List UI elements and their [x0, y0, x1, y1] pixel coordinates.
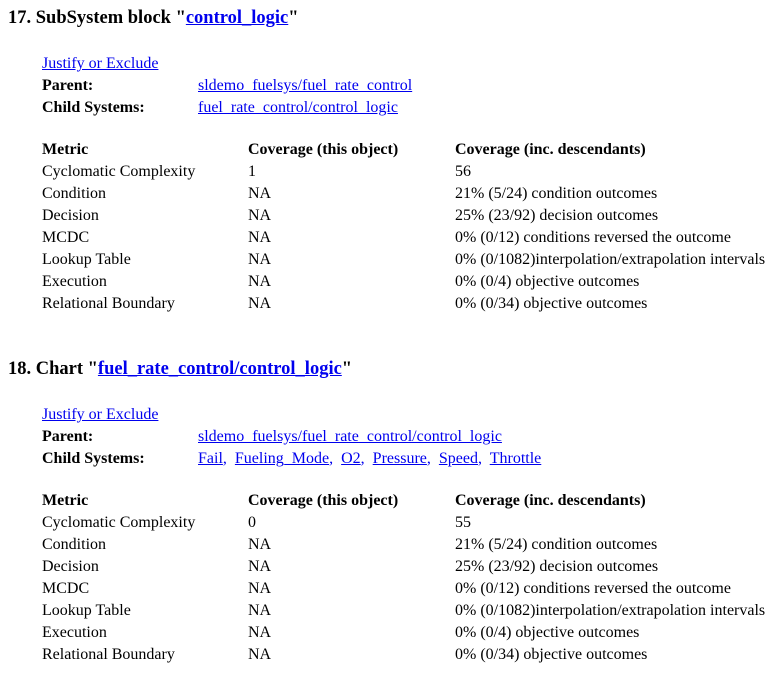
metric-name: Execution [42, 273, 107, 290]
section-heading [8, 6, 772, 31]
link-separator: , [478, 450, 490, 467]
coverage-inc-descendants: 0% (0/12) conditions reversed the outcome [455, 580, 731, 597]
metric-name: Execution [42, 624, 107, 641]
coverage-inc-descendants: 25% (23/92) decision outcomes [455, 558, 659, 575]
coverage-this-object: NA [248, 580, 272, 597]
metric-name: Relational Boundary [42, 295, 175, 312]
child-system-link[interactable]: fuel_rate_control/control_logic [198, 99, 398, 116]
hierarchy-info-table [42, 426, 541, 470]
metric-name: Condition [42, 536, 107, 553]
metric-name: MCDC [42, 229, 90, 246]
child-systems-row [42, 448, 541, 470]
metric-row [42, 644, 765, 666]
metric-row [42, 534, 765, 556]
metrics-header-coverage-this-object: Coverage (this object) [248, 492, 399, 509]
coverage-inc-descendants: 0% (0/34) objective outcomes [455, 646, 648, 663]
child-system-link[interactable]: Speed [438, 450, 478, 467]
metrics-header-coverage-this-object: Coverage (this object) [248, 141, 399, 158]
metric-row [42, 205, 765, 227]
coverage-this-object: NA [248, 558, 272, 575]
metrics-header-row [42, 139, 765, 161]
metric-row [42, 600, 765, 622]
coverage-this-object: NA [248, 646, 272, 663]
link-separator: , [329, 450, 342, 467]
section-body [42, 404, 772, 666]
section-heading-suffix: " [341, 359, 353, 379]
metric-row [42, 512, 765, 534]
metric-row [42, 578, 765, 600]
metric-name: Decision [42, 207, 99, 224]
coverage-inc-descendants: 55 [455, 514, 471, 531]
child-systems-value [198, 448, 541, 470]
parent-value [198, 426, 541, 448]
coverage-this-object: NA [248, 602, 272, 619]
child-systems-value [198, 97, 412, 119]
metrics-header-coverage-inc-descendants: Coverage (inc. descendants) [455, 492, 646, 509]
link-separator: , [222, 450, 235, 467]
metrics-header-row [42, 490, 765, 512]
justify-line [42, 404, 772, 426]
coverage-this-object: NA [248, 624, 272, 641]
child-system-link[interactable]: O2 [341, 450, 361, 467]
link-separator: , [426, 450, 439, 467]
coverage-this-object: NA [248, 185, 272, 202]
metrics-header-coverage-inc-descendants: Coverage (inc. descendants) [455, 141, 646, 158]
metric-name: Decision [42, 558, 99, 575]
justify-or-exclude-link[interactable]: Justify or Exclude [42, 55, 159, 72]
coverage-this-object: NA [248, 229, 272, 246]
coverage-inc-descendants: 0% (0/4) objective outcomes [455, 624, 640, 641]
coverage-this-object: NA [248, 207, 272, 224]
metric-row [42, 161, 765, 183]
child-system-link[interactable]: Fueling_Mode [234, 450, 330, 467]
link-separator: , [360, 450, 373, 467]
justify-or-exclude-link[interactable]: Justify or Exclude [42, 406, 159, 423]
child-systems-row [42, 97, 412, 119]
metric-name: Cyclomatic Complexity [42, 163, 196, 180]
section-heading-link[interactable]: fuel_rate_control/control_logic [97, 359, 342, 379]
metric-name: MCDC [42, 580, 90, 597]
child-system-link[interactable]: Throttle [489, 450, 542, 467]
metric-name: Condition [42, 185, 107, 202]
metric-name: Relational Boundary [42, 646, 175, 663]
metric-name: Cyclomatic Complexity [42, 514, 196, 531]
section-heading-prefix: 17. SubSystem block " [8, 8, 186, 28]
coverage-inc-descendants: 0% (0/12) conditions reversed the outcome [455, 229, 731, 246]
section-subsystem-control-logic [8, 6, 772, 315]
parent-value [198, 75, 412, 97]
metrics-table [42, 490, 765, 666]
metric-name: Lookup Table [42, 602, 131, 619]
metric-row [42, 271, 765, 293]
coverage-inc-descendants: 21% (5/24) condition outcomes [455, 536, 658, 553]
parent-row [42, 75, 412, 97]
parent-row [42, 426, 541, 448]
parent-label: Parent: [42, 428, 94, 445]
coverage-this-object: NA [248, 251, 272, 268]
justify-line [42, 53, 772, 75]
coverage-inc-descendants: 0% (0/4) objective outcomes [455, 273, 640, 290]
coverage-this-object: 1 [248, 163, 256, 180]
child-systems-label: Child Systems: [42, 99, 145, 116]
section-heading-prefix: 18. Chart " [8, 359, 98, 379]
coverage-inc-descendants: 0% (0/34) objective outcomes [455, 295, 648, 312]
child-systems-label: Child Systems: [42, 450, 145, 467]
metrics-header-metric: Metric [42, 492, 89, 509]
section-heading-link[interactable]: control_logic [185, 8, 289, 28]
metric-row [42, 227, 765, 249]
metrics-table [42, 139, 765, 315]
metric-name: Lookup Table [42, 251, 131, 268]
metrics-header-metric: Metric [42, 141, 89, 158]
coverage-inc-descendants: 0% (0/1082)interpolation/extrapolation intervals [455, 602, 766, 619]
section-chart-fuel-rate-control-logic [8, 357, 772, 666]
coverage-inc-descendants: 21% (5/24) condition outcomes [455, 185, 658, 202]
metric-row [42, 556, 765, 578]
parent-link[interactable]: sldemo_fuelsys/fuel_rate_control/control_logic [198, 428, 502, 445]
section-heading [8, 357, 772, 382]
coverage-inc-descendants: 56 [455, 163, 471, 180]
coverage-inc-descendants: 0% (0/1082)interpolation/extrapolation intervals [455, 251, 766, 268]
coverage-this-object: NA [248, 273, 272, 290]
section-body [42, 53, 772, 315]
parent-label: Parent: [42, 77, 94, 94]
metric-row [42, 249, 765, 271]
parent-link[interactable]: sldemo_fuelsys/fuel_rate_control [198, 77, 413, 94]
child-system-link[interactable]: Fail [198, 450, 223, 467]
coverage-this-object: 0 [248, 514, 256, 531]
coverage-inc-descendants: 25% (23/92) decision outcomes [455, 207, 659, 224]
metric-row [42, 183, 765, 205]
metric-row [42, 293, 765, 315]
hierarchy-info-table [42, 75, 412, 119]
section-heading-suffix: " [288, 8, 299, 28]
coverage-this-object: NA [248, 295, 272, 312]
child-system-link[interactable]: Pressure [372, 450, 427, 467]
metric-row [42, 622, 765, 644]
coverage-this-object: NA [248, 536, 272, 553]
